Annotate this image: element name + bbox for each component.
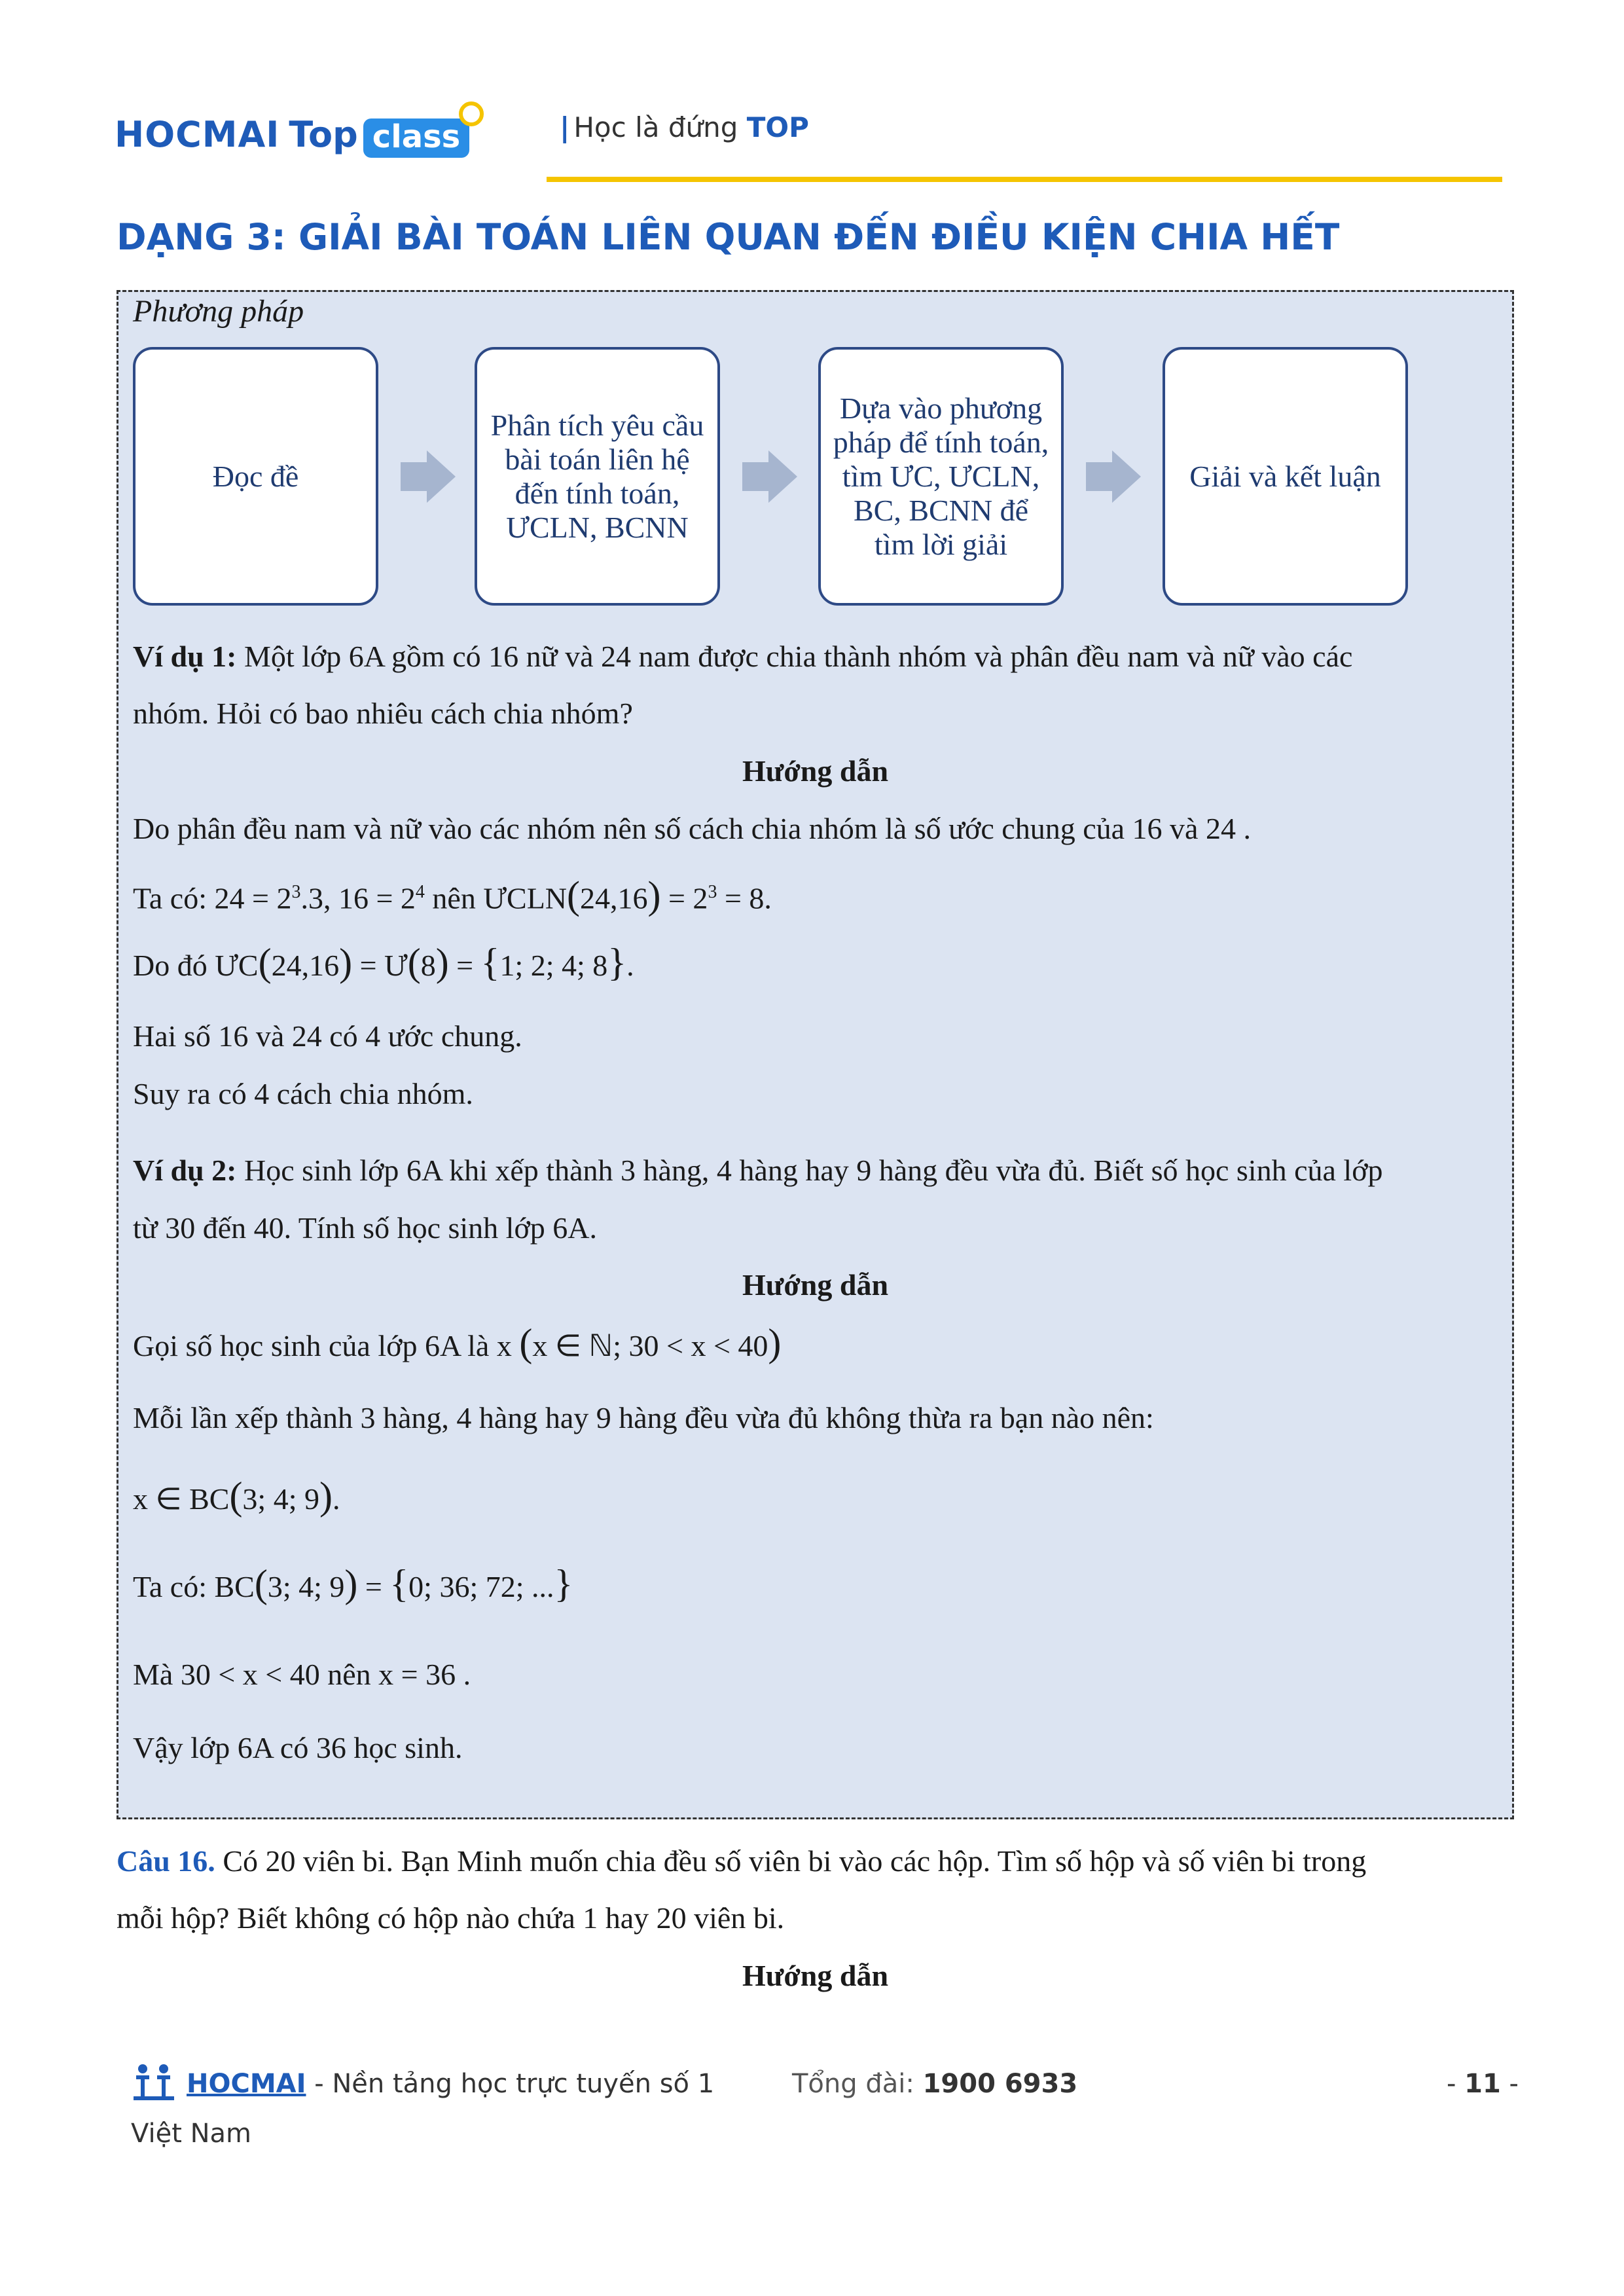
exponent: 4 [415,882,425,902]
logo-class-badge [363,118,469,158]
footer-text: - Nền tảng học trực tuyến số 1 [306,2069,715,2099]
sol4-part: Ta có: BC [133,1570,255,1603]
tagline-divider: | [560,111,570,143]
sol2-part: Ta có: 24 = 2 [133,881,292,915]
question16-text-line1: Có 20 viên bi. Bạn Minh muốn chia đều số viên bi vào các hộp. Tìm số hộp và số viên bi trong [215,1844,1367,1878]
flow-step-text: Đọc đề [212,459,299,493]
page-number-value: 11 [1464,2069,1501,2099]
flow-step-conclude [1163,347,1408,606]
section-title: DẠNG 3: GIẢI BÀI TOÁN LIÊN QUAN ĐẾN ĐIỀU KIỆN CHIA HẾT [117,216,1340,258]
flow-step-analyze [475,347,720,606]
flow-step-read [133,347,378,606]
header-divider [547,177,1502,182]
sol4-part: = [357,1570,390,1603]
exponent: 3 [291,882,301,902]
footer-text-line2: Việt Nam [131,2119,252,2149]
example1-label: Ví dụ 1: [133,640,237,673]
logo-top-text: Top [289,113,358,155]
sol3-part: = [448,949,481,982]
example1-text-line2: nhóm. Hỏi có bao nhiêu cách chia nhóm? [133,697,633,730]
example2-solution-line5: Mà 30 < x < 40 nên x = 36 . [133,1658,471,1691]
page-prefix: - [1447,2069,1465,2099]
footer-brand-link[interactable]: HOCMAI [187,2069,306,2099]
example1-text-line1: Một lớp 6A gồm có 16 nữ và 24 nam được chia thành nhóm và phân đều nam và nữ vào các [236,640,1353,673]
sol3-part: x ∈ BC [133,1482,230,1516]
sol4-part: 3; 4; 9 [267,1570,345,1603]
example1-solution-line3: Do đó ƯC(24,16) = Ư(8) = {1; 2; 4; 8}. [133,941,634,984]
sol2-part: .3, 16 = 2 [300,881,416,915]
sol2-part: = 2 [660,881,708,915]
sol3-part: 3; 4; 9 [242,1482,319,1516]
footer-brand-line [187,2069,714,2099]
sol2-part: nên ƯCLN [424,881,568,915]
example1-solution-line1: Do phân đều nam và nữ vào các nhóm nên số cách chia nhóm là số ước chung của 16 và 24 . [133,812,1251,845]
tagline-text: Học là đứng [573,111,747,143]
example2-text-line1: Học sinh lớp 6A khi xếp thành 3 hàng, 4 hàng hay 9 hàng đều vừa đủ. Biết số học sinh của lớp [236,1154,1383,1187]
example2-guide-title: Hướng dẫn [742,1268,889,1302]
example2-label: Ví dụ 2: [133,1154,237,1187]
question16-text-line2: mỗi hộp? Biết không có hộp nào chứa 1 hay 20 viên bi. [117,1901,785,1935]
flow-step-text: Phân tích yêu cầu bài toán liên hệ đến tính toán, ƯCLN, BCNN [490,408,704,544]
example2-solution-line3: x ∈ BC(3; 4; 9). [133,1474,340,1518]
sol3-part: Do đó ƯC [133,949,259,982]
page-suffix: - [1500,2069,1519,2099]
sol1-part: x ∈ ℕ; 30 < x < 40 [532,1329,768,1362]
sol3-part: 8 [420,949,436,982]
example2-solution-line2: Mỗi lần xếp thành 3 hàng, 4 hàng hay 9 hàng đều vừa đủ không thừa ra bạn nào nên: [133,1401,1154,1434]
flow-step-compute [818,347,1064,606]
example1-solution-line4: Hai số 16 và 24 có 4 ước chung. [133,1019,522,1053]
logo-hocmai-text: HOCMAI [115,113,280,155]
example2-solution-line6: Vậy lớp 6A có 36 học sinh. [133,1731,463,1764]
sol2-part: = 8. [717,881,772,915]
tagline-top: TOP [746,111,809,143]
example1-statement [133,638,1352,675]
hotline-number: 1900 6933 [922,2069,1078,2099]
question16-guide-title: Hướng dẫn [742,1959,889,1992]
method-label: Phương pháp [133,294,304,329]
example1-solution-line5: Suy ra có 4 cách chia nhóm. [133,1077,473,1110]
header-tagline [560,111,809,143]
question16-statement [117,1843,1366,1880]
exponent: 3 [708,882,717,902]
sun-icon [459,101,484,126]
footer-hotline [792,2069,1077,2099]
sol4-part: 0; 36; 72; ... [408,1570,554,1603]
question16-label: Câu 16. [117,1844,215,1878]
flow-step-text: Giải và kết luận [1189,459,1381,493]
logo-class-text: class [372,118,461,155]
sol1-part: Gọi số học sinh của lớp 6A là x [133,1329,520,1362]
flow-step-text: Dựa vào phương pháp để tính toán, tìm ƯC, ƯCLN, BC, BCNN để tìm lời giải [833,391,1049,561]
example2-solution-line1: Gọi số học sinh của lớp 6A là x (x ∈ ℕ; 30 < x < 40) [133,1321,782,1364]
sol2-part: 24,16 [580,881,648,915]
example2-statement [133,1152,1383,1189]
sol3-part: 1; 2; 4; 8 [499,949,608,982]
sol3-part: = Ư [352,949,408,982]
sol3-part: 24,16 [271,949,340,982]
example2-text-line2: từ 30 đến 40. Tính số học sinh lớp 6A. [133,1211,598,1245]
hocmai-footer-icon [131,2062,177,2102]
page-number [1447,2069,1519,2099]
brand-logo [115,98,469,170]
sol3-part: . [332,1482,340,1516]
example2-solution-line4: Ta có: BC(3; 4; 9) = {0; 36; 72; ...} [133,1562,573,1605]
hotline-label: Tổng đài: [792,2069,923,2099]
example1-guide-title: Hướng dẫn [742,754,889,788]
example1-solution-line2: Ta có: $24 = 2^3.3$, $16 = 2^4$ nên ƯCLN(24,16) = $2^3 = 8$. [133,873,772,917]
sol3-part: . [626,949,634,982]
